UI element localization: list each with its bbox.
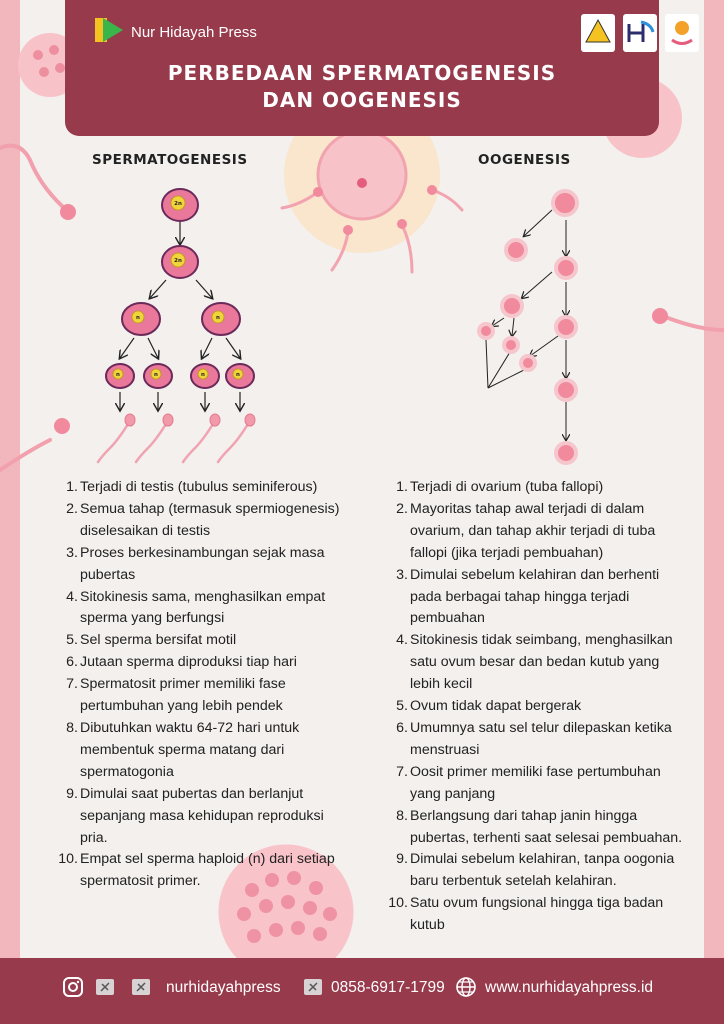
list-item: 4. Sitokinesis tidak seimbang, menghasilkan satu ovum besar dan bedan kutub yang lebih kecil [396,632,673,693]
social-handle[interactable]: nurhidayahpress [166,979,281,996]
list-item: 1. Terjadi di testis (tubulus seminiferous) [66,479,318,495]
cell-label-n: n [116,372,120,378]
list-item: 9. Dimulai saat pubertas dan berlanjut sepanjang masa kehidupan reproduksi pria. [66,785,324,846]
list-item: 6. Jutaan sperma diproduksi tiap hari [66,654,297,671]
ovum-cell [556,443,576,463]
cell-label-n: n [236,372,240,378]
instagram-icon[interactable] [62,976,84,998]
list-item: 7. Spermatosit primer memiliki fase pertumbuhan yang lebih pendek [66,676,286,715]
cell-label-2n: 2n [174,201,182,207]
cell-label-n: n [136,315,140,321]
list-item: 3. Dimulai sebelum kelahiran dan berhenti pada berbagai tahap hingga terjadi pembuahan [396,566,660,627]
phone-number[interactable]: 0858-6917-1799 [331,979,445,996]
list-item: 7. Oosit primer memiliki fase pertumbuhan yang panjang [396,763,661,802]
cell-label-n: n [154,372,158,378]
cell-label-2n: 2n [174,258,182,264]
oocyte-cell [556,258,576,278]
brand-name: Nur Hidayah Press [131,24,257,41]
globe-icon [455,976,477,998]
list-item: 6. Umumnya satu sel telur dilepaskan ketika menstruasi [396,719,672,758]
cell-label-n: n [216,315,220,321]
list-item: 4. Sitokinesis sama, menghasilkan empat sperma yang berfungsi [66,588,326,627]
secondary-oocyte-cell [556,317,576,337]
list-item: 8. Berlangsung dari tahap janin hingga pubertas, terhenti saat selesai pembuahan. [396,807,683,846]
page-title-line-1: PERBEDAAN SPERMATOGENESIS [167,61,557,85]
whatsapp-icon[interactable] [302,976,324,998]
list-item: 2. Semua tahap (termasuk spermiogenesis) diselesaikan di testis [66,500,340,539]
oocyte-cell [506,240,526,260]
oogonium-cell [553,191,577,215]
spermatogenesis-heading: SPERMATOGENESIS [92,152,248,168]
list-item: 10. Empat sel sperma haploid (n) dari setiap spermatosit primer. [58,851,335,890]
secondary-oocyte-cell [502,296,522,316]
cell-label-n: n [201,372,205,378]
list-item: 9. Dimulai sebelum kelahiran, tanpa oogonia baru terbentuk setelah kelahiran. [396,851,675,890]
facebook-icon[interactable] [94,976,116,998]
list-item: 8. Dibutuhkan waktu 64-72 hari untuk membentuk sperma matang dari spermatogonia [66,719,300,780]
polar-body [479,324,493,338]
website-link[interactable]: www.nurhidayahpress.id [485,979,654,996]
page-title-line-2: DAN OOGENESIS [262,88,462,112]
list-item: 10. Satu ovum fungsional hingga tiga badan kutub [388,895,664,934]
oogenesis-points [388,477,684,937]
list-item: 3. Proses berkesinambungan sejak masa pubertas [66,544,325,583]
spermatogenesis-points [58,477,354,893]
oogenesis-heading: OOGENESIS [478,152,571,168]
ootid-cell [556,380,576,400]
polar-body [521,356,535,370]
polar-body [504,338,518,352]
footer-bar [0,958,724,1024]
list-item: 2. Mayoritas tahap awal terjadi di dalam ovarium, dan tahap akhir terjadi di tuba fallopi (jika terjadi pembuahan) [396,500,656,561]
list-item: 5. Sel sperma bersifat motil [66,632,237,649]
tiktok-icon[interactable] [130,976,152,998]
list-item: 5. Ovum tidak dapat bergerak [396,698,582,715]
list-item: 1. Terjadi di ovarium (tuba fallopi) [396,479,604,495]
